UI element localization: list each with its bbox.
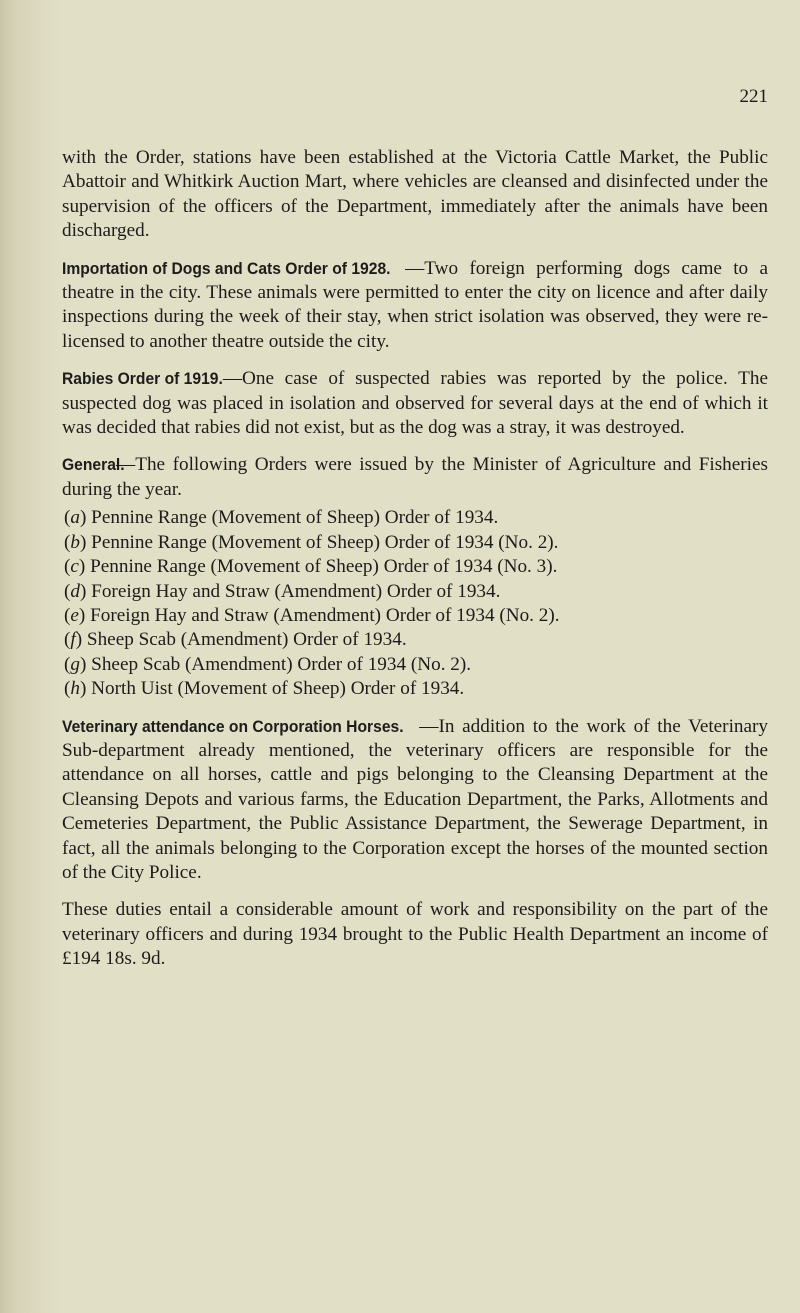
paragraph-text: These duties entail a considerable amount of work and responsibility on the part of the veterinary officers and during 1934 brought to the Public Health Department an income of £194 18s. 9d. [62,899,768,970]
order-list-item: (h) North Uist (Movement of Sheep) Order of 1934. [64,678,465,700]
order-list-item: (d) Foreign Hay and Straw (Amendment) Order of 1934. [64,580,501,602]
order-text: Sheep Scab (Amendment) Order of 1934. [86,629,407,651]
order-list-item: (g) Sheep Scab (Amendment) Order of 1934 (No. 2). [64,653,472,675]
paragraph-text: —In addition to the work of the Veterinary Sub-department already mentioned, the veterinary officers are responsible for the attendance on all horses, cattle and pigs belonging to the Cleansing Department at the Cleansing Depots and various farms, the Education Department, the Parks, Allotments and Cemeteries Department, the Public Assistance Department, the Sewerage Department, in fact, all the animals belonging to the Corporation except the horses of the mounted section of the City Police. [62,715,768,883]
section-heading: Importation of Dogs and Cats Order of 1928. [62,258,391,278]
order-label: c [70,556,79,578]
order-label: h [70,678,80,700]
order-label: b [70,531,80,553]
order-label: f [70,629,76,651]
orders-list [62,506,768,701]
order-text: Pennine Range (Movement of Sheep) Order of 1934 (No. 3). [90,556,558,578]
order-text: Sheep Scab (Amendment) Order of 1934 (No. 2). [91,653,472,675]
order-list-item: (f) Sheep Scab (Amendment) Order of 1934. [64,629,407,651]
section-heading: Veterinary attendance on Corporation Horses. [62,716,404,736]
page-body [62,146,768,985]
paragraph-text: —The following Orders were issued by the Minister of Agriculture and Fisheries during the year. [62,454,768,500]
paragraph-veterinary-attendance [62,715,768,886]
order-text: Foreign Hay and Straw (Amendment) Order of 1934 (No. 2). [90,604,560,626]
paragraph-text: with the Order, stations have been established at the Victoria Cattle Market, the Public Abattoir and Whitkirk Auction Mart, where vehicles are cleansed and disinfected under the supervision of the officers of the Department, immediately after the animals have been discharged. [62,147,768,242]
paragraph-general [62,453,768,502]
order-label: a [70,507,80,529]
section-heading: General. [62,455,125,475]
paragraph-disinfection-stations [62,146,768,244]
page-number: 221 [739,86,768,107]
order-text: Pennine Range (Movement of Sheep) Order of 1934 (No. 2). [91,531,559,553]
paragraph-duties-income [62,898,768,971]
paragraph-dogs-cats-order [62,257,768,355]
order-list-item: (a) Pennine Range (Movement of Sheep) Order of 1934. [64,507,499,529]
order-list-item: (c) Pennine Range (Movement of Sheep) Order of 1934 (No. 3). [64,556,558,578]
order-label: e [70,604,79,626]
order-list-item: (e) Foreign Hay and Straw (Amendment) Order of 1934 (No. 2). [64,604,560,626]
paragraph-text: —One case of suspected rabies was reported by the police. The suspected dog was placed in isolation and observed for several days at the end of which it was decided that rabies did not exist, but as the dog was a stray, it was destroyed. [62,368,768,439]
order-label: g [70,653,80,675]
paragraph-rabies-order [62,367,768,440]
order-label: d [70,580,80,602]
section-heading: Rabies Order of 1919. [62,369,223,389]
order-text: Pennine Range (Movement of Sheep) Order of 1934. [91,507,499,529]
paragraph-text: —Two foreign performing dogs came to a theatre in the city. These animals were permitted to enter the city on licence and after daily inspections during the week of their stay, when strict isolation was observed, they were re-licensed to another theatre outside the city. [62,257,768,352]
order-text: Foreign Hay and Straw (Amendment) Order of 1934. [91,580,501,602]
page-binding-shadow [0,0,60,1313]
order-text: North Uist (Movement of Sheep) Order of 1934. [91,678,465,700]
order-list-item: (b) Pennine Range (Movement of Sheep) Order of 1934 (No. 2). [64,531,559,553]
